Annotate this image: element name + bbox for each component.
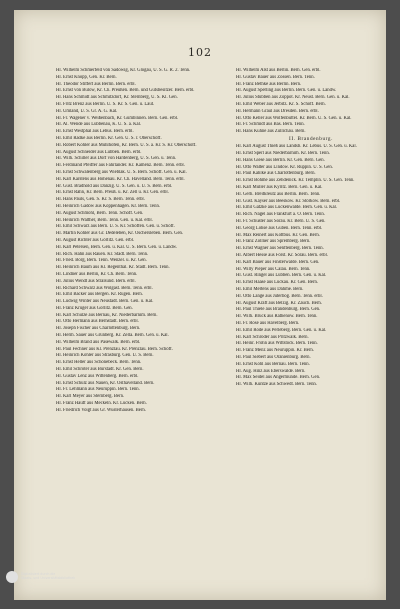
list-entry: Hl. Gerh. Breitkreutz aus Berlin. Bern. Tenn.: [236, 191, 321, 197]
list-entry: Hl. Franz Menz aus Neuruppin. Kr. Bern.: [236, 348, 314, 354]
list-entry: Hl. August Richter aus Görlitz. Gen. erbl.: [56, 237, 135, 243]
list-entry: Hl. Robert Kohler aus Mühlhofen, Kr. Bern. U. S. a. Kr. S. Kr. Oberschöff.: [56, 142, 197, 148]
list-entry: Hl. Ernst Schwalenberg aus Wieblak. U. S. Bern. Schöff. Gen. u. Kal.: [56, 169, 187, 175]
list-entry: Hl. Fr. Schuster aus Sorau. Kr. Bern. U. S. Gen.: [236, 219, 326, 225]
list-entry: Hl. Fried. Borg, Bern. Tenn. Wenzel. u. Kr. Gen.: [56, 258, 147, 264]
list-entry: Hl. Franz Hauff aus Meckeln. Kr. Lucken. Bern.: [56, 401, 147, 407]
list-entry: Hl. Fr. Lehmann aus Neuruppin. Bern. Tenn.: [56, 387, 140, 393]
list-entry: Hl. Gust. Ringel aus Lübben. Bern. Gen. u. Kal.: [236, 273, 327, 279]
watermark-text: Digitalisiert durch die Staats- und Universitätsbibliothek: [21, 572, 76, 581]
list-entry: Hl. Albert Hesse aus Forst. Kr. Sorau. Bern. erbl.: [236, 253, 328, 259]
list-entry: Hl. Karl Schulze aus Bernau, Kr. Niederbarnim. Bern.: [56, 312, 158, 318]
list-entry: Hl. Emil Schwarz aus Bern. U. S. Kr. Schöffen. Gen. u. Schöff.: [56, 224, 175, 230]
section-heading: II. Brandenburg.: [289, 136, 333, 143]
list-entry: Hl. Wilh. Schiller aus Dorf von Hardenberg, U. S. Gen. u. Tenn.: [56, 156, 177, 162]
list-entry: Hl. Ernst Rahn, Kr. Bern. Preuß. u. Kr. Zell u. Kr. Gen. erbl.: [56, 190, 169, 196]
list-entry: Hl. Franz Krüger aus Görlitz. Bern. Gen.: [56, 305, 133, 311]
list-entry: Hl. Ferdinand Pfeiffer aus Fahrländer. Kr. Kamenz. Bern. Tenn. erbl.: [56, 163, 185, 169]
list-entry: Hl. Fr. Rose aus Havelberg. Bern.: [236, 320, 300, 326]
list-entry: Hl. Emil Mertens aus Dahme. Bern.: [236, 287, 304, 292]
list-entry: Hl. Franz Bethke aus Berlin. Bern.: [236, 81, 302, 87]
list-entry: Hl. August Kraft aus Belzig. Kr. Zauch. Bern.: [236, 300, 322, 306]
list-entry: Hl. Julius Wendt aus Stralsund. Bern. erbl.: [56, 278, 136, 284]
list-entry: Hl. Hans Pauls, Gen. S. Kr. S. Bern. Tenn. erbl.: [56, 197, 145, 203]
list-entry: Hl. Heinrich Gadow aus Koppenhagen. Kr. Bern. Tenn.: [56, 203, 160, 209]
page-number: 102: [188, 46, 212, 59]
list-entry: Hl. Heinrich Köhler aus Strasburg. Gen. U. S. Bern.: [56, 353, 154, 359]
list-entry: Hl. Karl Schröder aus Pritzwalk. Bern.: [236, 334, 309, 340]
list-entry: Hl. Otto Keller aus Wolfenbüttel. Kr. Bern. U. S. Gen. u. Kal.: [236, 115, 352, 121]
list-entry: Hl. Wilhelm Alst aus Berlin. Bern. Gen. erbl.: [236, 68, 321, 73]
list-entry: Hl. Karl Müller aus Kyritz. Bern. Gen. u. Kal.: [236, 185, 323, 191]
list-entry: Hl. Ernst Wagner aus Senftenberg. Bern. Tenn.: [236, 246, 324, 252]
list-entry: Hl. Karl August Thieß aus Landsb. Kr. Lebus. U. S. Gen. u. Kal.: [236, 144, 357, 150]
list-entry: Hl. Umland, U. S. Gr. A. G. Kal.: [56, 108, 118, 114]
list-entry: Hl. Gust. Kayser aus Beeskow. Kr. Storkow. Bern. erbl.: [236, 198, 341, 204]
list-entry: Hl. Emil Radke aus Berlin. Kr. Gen. U. S. r. Oberschöff.: [56, 135, 162, 141]
list-entry: Hl. Otto Walter aus Lindow. Kr. Ruppin. U. S. Gen.: [236, 164, 333, 170]
list-entry: Hl. Heinr. Frohn aus Wittstock. Bern. Tenn.: [236, 341, 318, 347]
list-entry: Hl. Ernst von Bülow, Kr. Ch. Preußen. Bern. und Gutsbesitzer. Bern. erbl.: [56, 88, 195, 94]
list-entry: Hl. Franz Zöllner aus Spremberg. Bern.: [236, 239, 311, 245]
list-entry: Hl. Paul Kahlke aus Charlottenburg. Bern.: [236, 171, 316, 177]
list-entry: Hl. Fritz Brenz aus Berlin. U. S. Kr. S. Gen. u. Laut.: [56, 101, 155, 107]
list-entry: Hl. Ernst Knopp, Gen. Kr. Bern.: [56, 74, 117, 80]
list-entry: Hl. Wilh. Kuntze aus Schwedt. Bern. Tenn.: [236, 382, 317, 388]
list-entry: Hl. Ernst Haase aus Luckau. Kr. Gen. Bern.: [236, 280, 319, 286]
list-entry: Hl. Al. Wende aus Lübbenau, K. U. S. a. Kal.: [56, 122, 142, 128]
left-column: [56, 68, 216, 415]
list-entry: Hl. Hermann Graul aus Dresden. Bern. erbl.: [236, 108, 319, 114]
list-entry: Hl. Emil Weber aus Jerbitz. Kr. S. Schöff. Bern.: [236, 101, 326, 107]
list-entry: Hl. Georg Lohse aus Guben. Bern. Tenn. erbl.: [236, 225, 323, 231]
list-entry: Hl. Hans Kühne aus Züllichau. Bern.: [236, 129, 306, 135]
list-entry: Hl. August Schmöhl, Bern. Tenn. Schöff. Gen.: [56, 210, 144, 216]
list-entry: Hl. Karl Bauer aus Finsterwalde. Bern. Gen.: [236, 259, 320, 265]
list-entry: Hl. Emil Rode aus Perleberg. Bern. Gen. u. Kal.: [236, 327, 327, 333]
list-entry: Hl. Aug. Hinz aus Eberswalde. Bern.: [236, 368, 306, 374]
list-entry: Hl. Wilhelm Schmerfeld von Sadowig, Kr. Glogau, U. S. G. R. 2. Tenn.: [56, 68, 191, 73]
list-entry: Hl. Gustav Lenz aus Wittenberg. Bern. erbl.: [56, 373, 139, 379]
list-entry: Hl. Richard Schwarz aus Wolgast. Bern. Tenn. erbl.: [56, 285, 153, 291]
list-entry: Hl. Ludwig Winter aus Neustadt. Bern. Gen. u. Kal.: [56, 299, 154, 305]
list-entry: Hl. Friedrich Voigt aus Gr. Wusterhausen. Bern.: [56, 407, 146, 413]
list-entry: Hl. Gustav Bauer aus Zossen. Bern. Tenn.: [236, 74, 315, 80]
list-entry: Hl. Paul Siebert aus Oranienburg. Bern.: [236, 354, 311, 360]
list-entry: Hl. Julius Stübben aus Zoppot. Kr. Neust. Bern. Gen. u. Kal.: [236, 95, 350, 101]
list-entry: Hl. Emil Schröter aus Bürstadt. Kr. Gen. Bern.: [56, 367, 144, 373]
list-entry: Hl. Ernst Böhme aus Zehdenick. Kr. Templin. U. S. Gen. Tenn.: [236, 178, 355, 184]
list-entry: Hl. Rich. Nagel aus Frankfurt a. O. Bern. Tenn.: [236, 212, 325, 218]
list-entry: Hl. Karl Petersen, Bern. Gen. u. Kal. U. S. Bern. Gen. u. Landw.: [56, 244, 178, 250]
list-entry: Hl. Ernst Schulz aus Nauen, Kr. Osthavelland. Bern.: [56, 380, 155, 386]
list-entry: Hl. Willy Pieper aus Calau. Bern. Tenn.: [236, 266, 311, 272]
list-entry: Hl. Ernst Westphal aus Lebus. Bern. erbl.: [56, 129, 134, 135]
list-entry: Hl. Wilhelm Brand aus Pasewalk. Bern. erbl.: [56, 339, 141, 345]
list-entry: Hl. Heinrich Baum aus Kl. Regenthal. Kr. Stadt. Bern. Tenn.: [56, 265, 170, 271]
list-entry: Hl. Paul Thiele aus Brandenburg. Bern. Gen.: [236, 307, 321, 313]
list-entry: Hl. Hans Giese aus Berlin. Kr. Gen. Bern. Gen.: [236, 157, 325, 163]
library-logo-icon: [6, 571, 18, 583]
list-entry: Hl. Wilh. Brück aus Rathenow. Bern. Tenn.: [236, 314, 318, 320]
list-entry: Hl. Ernst Kohl aus Bernau. Bern. Tenn.: [236, 361, 310, 367]
list-entry: Hl. Emil Gatzke aus Luckenwalde. Bern. Gen. u. Kal.: [236, 205, 338, 211]
list-entry: Hl. Ernst Sperl aus Niederbarnim. Kr. Bern. Tenn.: [236, 151, 330, 157]
list-entry: Hl. Karl Karstens aus Hohenau. Kr. Ch. Havelland. Bern. Tenn. erbl.: [56, 176, 185, 182]
list-entry: Hl. Hans Schmidt aus Schmitzdorf, Kr. Sternberg, U. S. Kl. Gen.: [56, 95, 178, 101]
list-entry: Hl. Fr. Schmidt aus Bas. Bern. Tenn.: [236, 122, 305, 128]
list-entry: Hl. Joseph Fischer aus Charlottenburg. Bern.: [56, 326, 141, 332]
list-entry: Hl. Fr. Wagener v. Weißenbach, Kr. Gumbinnen. Bern. Gen. erbl.: [56, 115, 179, 121]
library-watermark: [4, 568, 96, 588]
document-page: [14, 10, 386, 600]
list-entry: Hl. Otto Lange aus Jüterbog. Bern. Tenn. erbl.: [236, 293, 323, 299]
list-entry: Hl. August Schneider aus Lübben. Bern. erbl.: [56, 149, 142, 155]
list-entry: Hl. August Sperling aus Berlin. Bern. Gen. u. Landw.: [236, 88, 337, 94]
list-entry: Hl. Paul Fechner aus Kl. Prenzlau. Kr. Prenzlau. Bern. Schöff.: [56, 346, 173, 352]
list-entry: Hl. Martin Köhler aus Gr. Dedeleben, Kr. Oschersleben. Bern. Gen.: [56, 231, 184, 237]
list-entry: Hl. Heinrich Walther, Bern. Tenn. Gen. u. Kal. erbl.: [56, 217, 153, 223]
list-entry: Hr. Gust. Bradhold aus Danzig. U. S. Gen. u. U. S. Bern. erbl.: [56, 183, 173, 189]
right-column: [236, 68, 386, 389]
list-entry: Hl. Karl Meyer aus Sternberg. Bern.: [56, 394, 125, 400]
list-entry: Hl. Herm. Sauer aus Grünberg. Kr. Zella. Bern. Gen. u. Kal.: [56, 333, 169, 339]
list-entry: Hl. Max Reinert aus Kottbus. Kr. Gen. Bern.: [236, 232, 320, 238]
list-entry: Hl. Otto Hermann aus Bernstadt. Bern. erbl.: [56, 319, 139, 325]
list-entry: Hl. Ernst Heller aus Schönebeck. Bern. Tenn.: [56, 360, 142, 366]
list-entry: Hl. Theodor Stiffert aus Berlin. Bern. erbl.: [56, 81, 136, 87]
list-entry: Hl. Lindner aus Berlin, Kr. Ch. Bern. Tenn.: [56, 271, 138, 277]
list-entry: Hl. Rich. Hahn aus Rauen. Kr. Stadt. Bern. Tenn.: [56, 251, 149, 257]
list-entry: Hl. Emil Bäcker aus Bergen. Kr. Rügen. Bern.: [56, 292, 143, 298]
list-entry: Hl. Max Seidel aus Angermünde. Bern. Gen.: [236, 375, 321, 381]
